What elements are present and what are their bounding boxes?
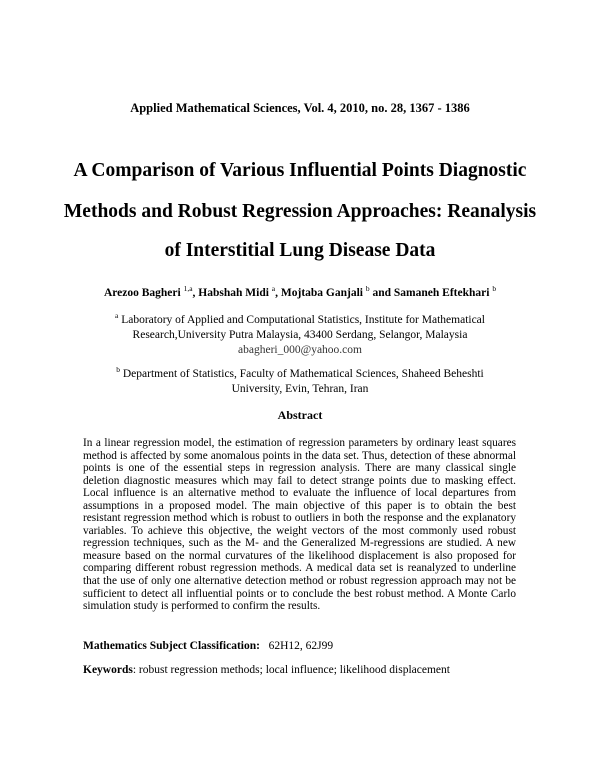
affiliation-superscript: b	[116, 365, 120, 374]
journal-header: Applied Mathematical Sciences, Vol. 4, 2010, no. 28, 1367 - 1386	[130, 101, 470, 115]
author-superscript: 1,a	[183, 284, 193, 293]
affiliation-superscript: a	[115, 311, 119, 320]
author-name: , Habshah Midi	[192, 287, 272, 299]
abstract-heading: Abstract	[277, 408, 323, 422]
msc-value: 62H12, 62J99	[268, 640, 334, 652]
author-name: Arezoo Bagheri	[103, 287, 184, 299]
msc-line	[83, 640, 333, 652]
author-email[interactable]: abagheri_000@yahoo.com	[238, 344, 362, 356]
keywords-line	[83, 664, 450, 676]
affiliation-a	[110, 313, 490, 358]
author-superscript: b	[365, 284, 370, 293]
author-list	[0, 284, 600, 299]
affiliation-text: Department of Statistics, Faculty of Mathematical Sciences, Shaheed Beheshti University, Evin, Tehran, Iran	[120, 368, 484, 395]
author-superscript: a	[271, 284, 276, 293]
affiliation-b	[90, 367, 510, 397]
title-line-2: Methods and Robust Regression Approaches: Reanalysis	[63, 201, 537, 222]
affiliation-text: Laboratory of Applied and Computational Statistics, Institute for Mathematical Research,University Putra Malaysia, 43400 Serdang, Selangor, Malaysia	[118, 314, 485, 341]
keywords-value: : robust regression methods; local influence; likelihood displacement	[132, 664, 450, 676]
author-name: and Samaneh Eftekhari	[369, 287, 493, 299]
title-line-1: A Comparison of Various Influential Points Diagnostic	[73, 160, 527, 181]
abstract-body: In a linear regression model, the estimation of regression parameters by ordinary least squares method is affected by some anomalous points in the data set. Thus, detection of these abnormal points is one of the essential steps in regression analysis. There are many classical single deletion diagnostic measures which may fail to detect strange points due to masking effect. Local influence is an alternative method to evaluate the influence of local departures from assumptions in a proposed model. The main objective of this paper is to obtain the best resistant regression method which is robust to outliers in both the response and the explanatory variables. To achieve this objective, the weight vectors of the most commonly used robust regression techniques, such as the M- and the Generalized M-regressions are studied. A new measure based on the normal curvatures of the likelihood displacement is also proposed for comparing different robust regression methods. A medical data set is reanalyzed to underline that the use of only one alternative detection method or robust regression approach may not be sufficient to detect all influential points or to conclude the best robust method. A Monte Carlo simulation study is performed to confirm the results.	[83, 437, 516, 613]
msc-label: Mathematics Subject Classification:	[83, 640, 260, 652]
author-name: , Mojtaba Ganjali	[275, 287, 366, 299]
author-superscript: b	[492, 284, 497, 293]
title-line-3: of Interstitial Lung Disease Data	[164, 240, 436, 261]
keywords-label: Keywords	[83, 664, 133, 676]
